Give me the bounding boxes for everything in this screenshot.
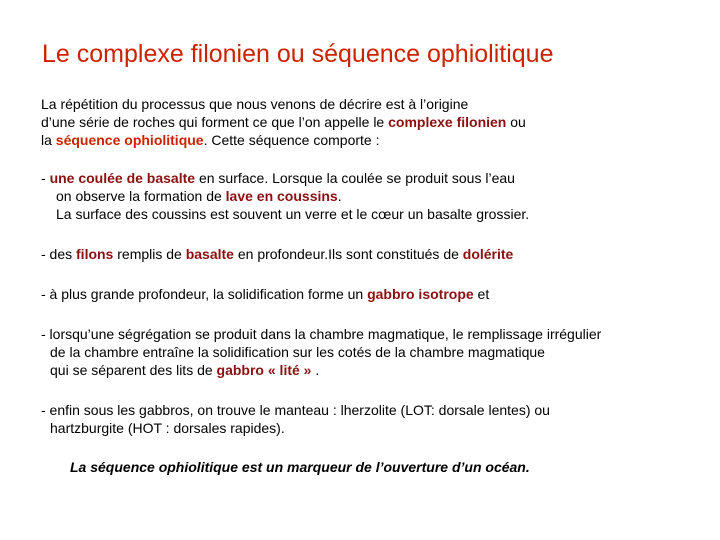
bullet: - (41, 170, 50, 186)
term-lave-coussins: lave en coussins (225, 188, 338, 204)
intro-text: . Cette séquence comporte : (203, 132, 380, 148)
list-item-coulee (41, 169, 701, 223)
intro-paragraph (41, 95, 701, 149)
intro-text: d’une série de roches qui forment ce que l’on appelle le (41, 114, 389, 130)
item1-line-2 (41, 187, 701, 205)
spacer (41, 303, 701, 325)
spacer (41, 223, 701, 245)
item-text: - des (41, 246, 77, 262)
item-text: en profondeur.Ils sont constitués de (233, 246, 463, 262)
item-text: on observe la formation de (56, 188, 226, 204)
term-filons: filons (76, 246, 114, 262)
item-text: . (337, 188, 342, 204)
spacer (41, 263, 701, 285)
conclusion-text: La séquence ophiolitique est un marqueur de l’ouverture d’un océan. (70, 459, 530, 475)
list-item-filons (41, 245, 701, 263)
term-gabbro-lite: gabbro « lité » (216, 362, 312, 378)
term-coulee-basalte: une coulée de basalte (49, 170, 196, 186)
intro-text: la (41, 132, 56, 148)
list-item-segregation (41, 325, 701, 379)
term-dolerite: dolérite (462, 246, 514, 262)
term-gabbro-isotrope: gabbro isotrope (367, 286, 474, 302)
spacer (41, 379, 701, 401)
intro-text: ou (506, 114, 526, 130)
intro-line-1: La répétition du processus que nous venons de décrire est à l’origine (41, 96, 469, 112)
item-text: et (473, 286, 490, 302)
item5-line-2: hartzburgite (HOT : dorsales rapides). (50, 420, 285, 436)
term-complexe-filonien: complexe filonien (388, 114, 507, 130)
term-sequence-ophiolitique: séquence ophiolitique (55, 132, 204, 148)
item1-line-3: La surface des coussins est souvent un verre et le cœur un basalte grossier. (56, 206, 530, 222)
item4-line-1: - lorsqu’une ségrégation se produit dans la chambre magmatique, le remplissage irrégulier (41, 326, 602, 342)
item-text: qui se séparent des lits de (50, 362, 217, 378)
spacer (41, 149, 701, 169)
item-text: - à plus grande profondeur, la solidification forme un (41, 286, 368, 302)
term-basalte: basalte (185, 246, 234, 262)
item1-line-1 (41, 169, 701, 187)
list-item-gabbro-isotrope (41, 285, 701, 303)
item4-line-2: de la chambre entraîne la solidification sur les cotés de la chambre magmatique (50, 344, 545, 360)
item4-line-3 (41, 361, 701, 379)
item-text: en surface. Lorsque la coulée se produit sous l’eau (195, 170, 515, 186)
slide-body (41, 95, 701, 437)
list-item-manteau (41, 401, 701, 437)
intro-line-2 (41, 113, 701, 131)
item5-line-1: - enfin sous les gabbros, on trouve le manteau : lherzolite (LOT: dorsale lentes) ou (41, 402, 550, 418)
intro-line-3 (41, 131, 701, 149)
slide-title: Le complexe filonien ou séquence ophiolitique (42, 40, 554, 68)
item-text: . (311, 362, 320, 378)
item-text: remplis de (113, 246, 186, 262)
